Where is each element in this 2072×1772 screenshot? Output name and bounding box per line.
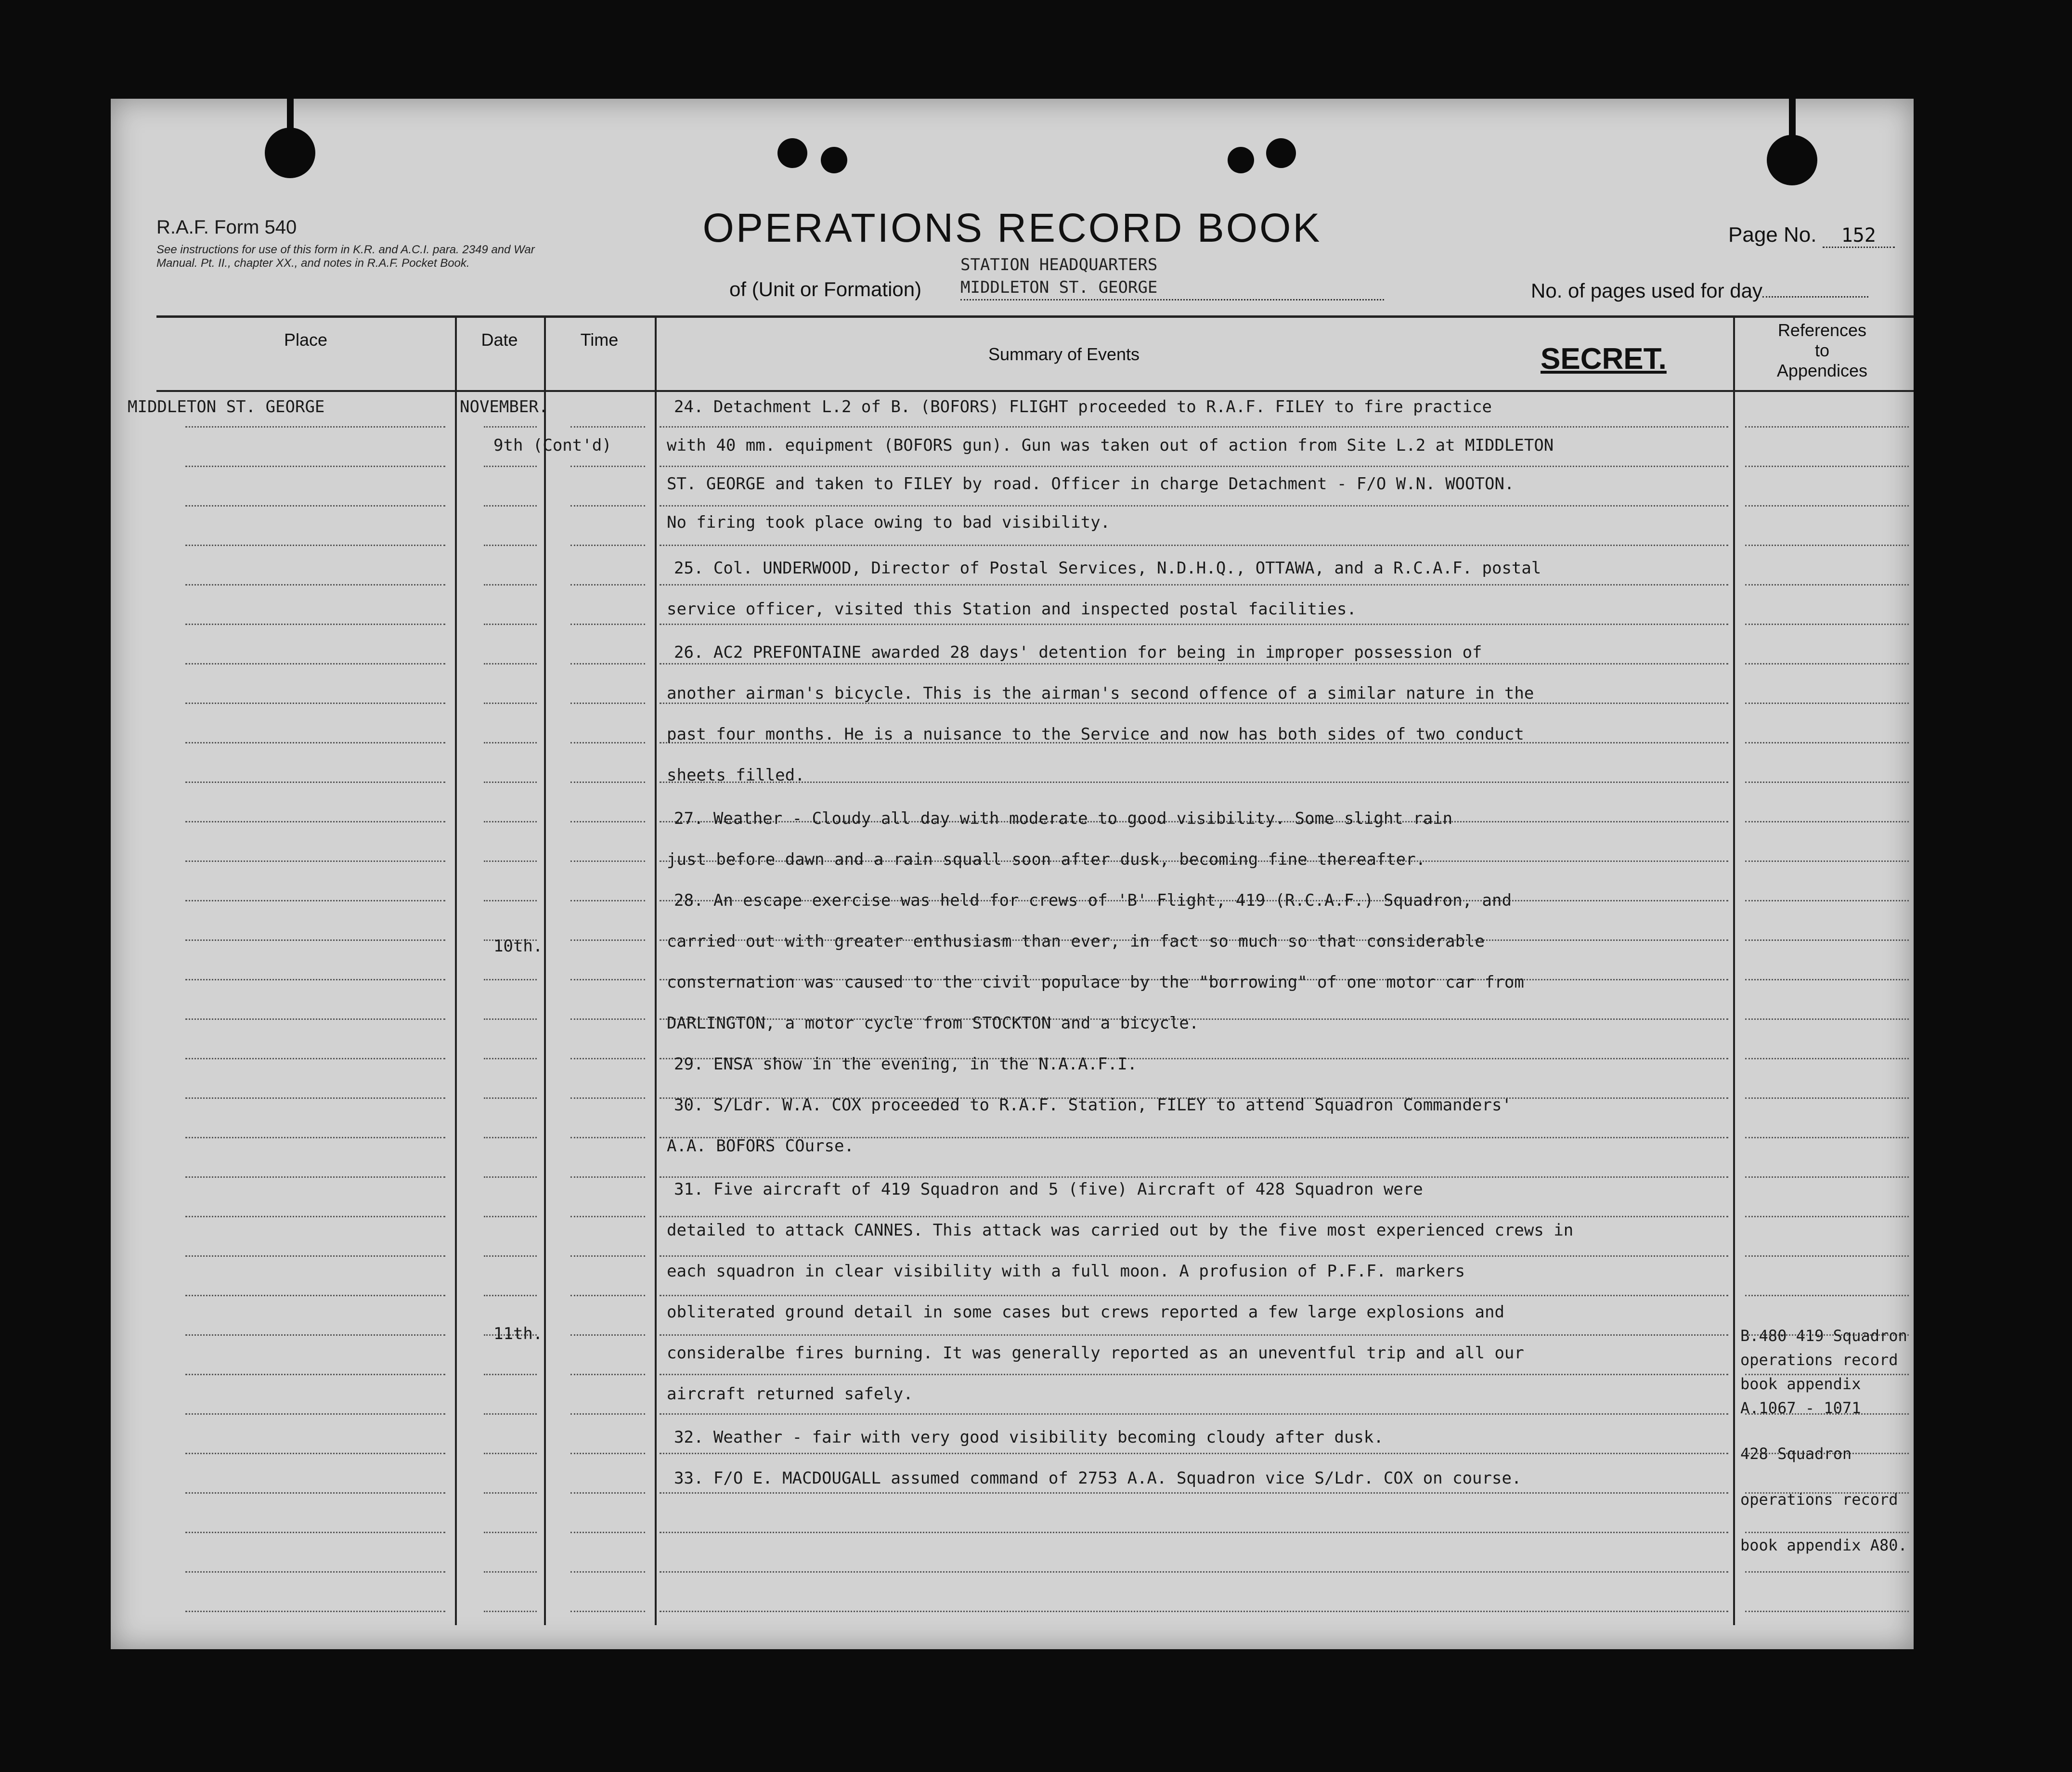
row-rule	[660, 1571, 1728, 1573]
row-rule	[1745, 1058, 1909, 1059]
row-rule	[185, 1334, 445, 1336]
row-rule	[484, 1611, 537, 1612]
row-rule	[484, 782, 537, 783]
row-rule	[660, 1453, 1728, 1454]
row-rule	[1745, 1611, 1909, 1612]
summary-line: 25. Col. UNDERWOOD, Director of Postal Services, N.D.H.Q., OTTAWA, and a R.C.A.F. postal	[674, 559, 1541, 578]
row-rule	[570, 1255, 645, 1257]
row-rule	[185, 1097, 445, 1099]
place-value: MIDDLETON ST. GEORGE	[128, 397, 325, 417]
pages-used	[1531, 279, 1868, 302]
row-rule	[484, 821, 537, 822]
row-rule	[570, 1374, 645, 1375]
row-rule	[1745, 663, 1909, 664]
references-header-line: to	[1814, 340, 1830, 360]
row-rule	[1745, 1295, 1909, 1296]
row-rule	[570, 584, 645, 586]
row-rule	[484, 1137, 537, 1138]
date-10: 10th.	[493, 937, 543, 956]
row-rule	[660, 545, 1728, 546]
row-rule	[185, 742, 445, 743]
reference-line: B.480 419 Squadron	[1740, 1327, 1907, 1345]
row-rule	[570, 1295, 645, 1296]
row-rule	[570, 1453, 645, 1454]
reference-line: operations record	[1740, 1351, 1898, 1369]
row-rule	[1745, 1532, 1909, 1533]
page-number-value: 152	[1823, 224, 1895, 248]
summary-line: DARLINGTON, a motor cycle from STOCKTON and a bicycle.	[667, 1014, 1199, 1033]
binder-tab-right	[1789, 99, 1796, 137]
punch-hole	[1266, 138, 1296, 168]
row-rule	[570, 979, 645, 980]
summary-line: with 40 mm. equipment (BOFORS gun). Gun was taken out of action from Site L.2 at MIDDLETON	[667, 436, 1554, 455]
row-rule	[484, 1176, 537, 1178]
summary-line: 32. Weather - fair with very good visibility becoming cloudy after dusk.	[674, 1428, 1384, 1447]
row-rule	[1745, 584, 1909, 586]
form-number: R.A.F. Form 540	[156, 217, 297, 238]
summary-line: consternation was caused to the civil populace by the "borrowing" of one motor car from	[667, 973, 1524, 992]
row-rule	[484, 1255, 537, 1257]
pages-used-field	[1762, 296, 1868, 298]
row-rule	[570, 545, 645, 546]
row-rule	[660, 1532, 1728, 1533]
punch-hole	[777, 138, 807, 168]
page-number	[1728, 223, 1895, 248]
row-rule	[484, 505, 537, 507]
column-divider	[1733, 315, 1735, 1625]
row-rule	[570, 1176, 645, 1178]
row-rule	[185, 1137, 445, 1138]
summary-line: past four months. He is a nuisance to the Service and now has both sides of two conduct	[667, 725, 1524, 744]
row-rule	[185, 663, 445, 664]
row-rule	[484, 1413, 537, 1415]
row-rule	[570, 1018, 645, 1020]
row-rule	[570, 505, 645, 507]
row-rule	[484, 1058, 537, 1059]
row-rule	[484, 1295, 537, 1296]
row-rule	[484, 1097, 537, 1099]
row-rule	[660, 505, 1728, 507]
row-rule	[185, 1453, 445, 1454]
row-rule	[1745, 1097, 1909, 1099]
row-rule	[185, 545, 445, 546]
row-rule	[1745, 505, 1909, 507]
row-rule	[660, 1255, 1728, 1257]
row-rule	[185, 1176, 445, 1178]
row-rule	[570, 624, 645, 625]
row-rule	[1745, 545, 1909, 546]
row-rule	[570, 1413, 645, 1415]
row-rule	[660, 624, 1728, 625]
row-rule	[1745, 860, 1909, 862]
row-rule	[484, 1018, 537, 1020]
binder-tab-left	[287, 99, 294, 137]
row-rule	[185, 1058, 445, 1059]
summary-line: service officer, visited this Station and inspected postal facilities.	[667, 599, 1357, 619]
row-rule	[570, 939, 645, 941]
row-rule	[570, 742, 645, 743]
row-rule	[484, 1453, 537, 1454]
summary-line: carried out with greater enthusiasm than ever, in fact so much so that considerable	[667, 932, 1485, 951]
row-rule	[570, 782, 645, 783]
summary-line: detailed to attack CANNES. This attack was carried out by the five most experienced crews in	[667, 1221, 1574, 1240]
row-rule	[185, 1413, 445, 1415]
summary-line: No firing took place owing to bad visibility.	[667, 513, 1111, 532]
row-rule	[484, 860, 537, 862]
summary-line: 28. An escape exercise was held for crews of 'B' Flight, 419 (R.C.A.F.) Squadron, and	[674, 891, 1512, 910]
unit-label: of (Unit or Formation)	[729, 278, 922, 300]
row-rule	[1745, 1216, 1909, 1217]
unit-value: MIDDLETON ST. GEORGE	[960, 278, 1384, 300]
reference-line: book appendix A80.	[1740, 1536, 1907, 1554]
date-11: 11th.	[493, 1324, 543, 1343]
punch-hole	[821, 147, 847, 173]
row-rule	[1745, 821, 1909, 822]
column-divider	[544, 315, 546, 1625]
summary-line: 29. ENSA show in the evening, in the N.A.A.F.I.	[674, 1055, 1138, 1074]
row-rule	[484, 1571, 537, 1573]
row-rule	[185, 1571, 445, 1573]
row-rule	[185, 782, 445, 783]
summary-line: 33. F/O E. MACDOUGALL assumed command of 2753 A.A. Squadron vice S/Ldr. COX on course.	[674, 1469, 1522, 1488]
punch-hole	[1228, 147, 1254, 173]
row-rule	[660, 782, 1728, 783]
row-rule	[484, 1374, 537, 1375]
row-rule	[1745, 939, 1909, 941]
form-sheet	[111, 99, 1914, 1649]
row-rule	[484, 1216, 537, 1217]
row-rule	[1745, 900, 1909, 901]
row-rule	[484, 703, 537, 704]
record-table	[128, 315, 1914, 1625]
references-header-line: References	[1777, 320, 1867, 340]
row-rule	[185, 505, 445, 507]
row-rule	[1745, 979, 1909, 980]
row-rule	[185, 584, 445, 586]
row-rule	[1745, 1176, 1909, 1178]
row-rule	[185, 860, 445, 862]
form-instructions: See instructions for use of this form in K.R. and A.C.I. para. 2349 and War Manual. Pt. II., chapter XX., and notes in R.A.F. Pocket Book.	[156, 243, 535, 270]
row-rule	[570, 426, 645, 428]
row-rule	[185, 1492, 445, 1494]
row-rule	[185, 979, 445, 980]
row-rule	[484, 742, 537, 743]
summary-line: 27. Weather - Cloudy all day with moderate to good visibility. Some slight rain	[674, 809, 1453, 828]
row-rule	[660, 1176, 1728, 1178]
row-rule	[484, 545, 537, 546]
row-rule	[570, 900, 645, 901]
row-rule	[484, 624, 537, 625]
row-rule	[185, 1374, 445, 1375]
row-rule	[660, 1334, 1728, 1336]
row-rule	[185, 1611, 445, 1612]
row-rule	[1745, 466, 1909, 467]
summary-line: A.A. BOFORS COurse.	[667, 1136, 854, 1156]
column-header-time: Time	[580, 330, 619, 350]
page-number-label: Page No.	[1728, 223, 1817, 247]
row-rule	[660, 1492, 1728, 1494]
row-rule	[185, 1018, 445, 1020]
row-rule	[570, 1492, 645, 1494]
station-label: STATION HEADQUARTERS	[960, 255, 1158, 274]
reference-line: book appendix	[1740, 1375, 1861, 1393]
column-divider	[655, 315, 657, 1625]
reference-line: A.1067 - 1071	[1740, 1399, 1861, 1417]
row-rule	[484, 426, 537, 428]
row-rule	[185, 1216, 445, 1217]
row-rule	[660, 1374, 1728, 1375]
row-rule	[484, 466, 537, 467]
row-rule	[484, 1532, 537, 1533]
column-divider	[455, 315, 457, 1625]
summary-line: ST. GEORGE and taken to FILEY by road. Officer in charge Detachment - F/O W.N. WOOTON.	[667, 474, 1515, 494]
page-title: OPERATIONS RECORD BOOK	[702, 205, 1322, 250]
row-rule	[1745, 624, 1909, 625]
row-rule	[660, 663, 1728, 664]
row-rule	[1745, 1255, 1909, 1257]
row-rule	[570, 1216, 645, 1217]
references-header-line: Appendices	[1776, 361, 1868, 380]
row-rule	[570, 1571, 645, 1573]
summary-line: 30. S/Ldr. W.A. COX proceeded to R.A.F. Station, FILEY to attend Squadron Commanders'	[674, 1095, 1512, 1115]
row-rule	[570, 1097, 645, 1099]
date-9: 9th (Cont'd)	[493, 436, 612, 455]
table-top-rule	[156, 315, 1914, 318]
summary-line: just before dawn and a rain squall soon after dusk, becoming fine thereafter.	[667, 850, 1426, 869]
reference-line: operations record	[1740, 1490, 1898, 1509]
summary-line: sheets filled.	[667, 766, 805, 785]
row-rule	[185, 900, 445, 901]
summary-line: 24. Detachment L.2 of B. (BOFORS) FLIGHT proceeded to R.A.F. FILEY to fire practice	[674, 397, 1492, 417]
row-rule	[1745, 1137, 1909, 1138]
row-rule	[660, 1295, 1728, 1296]
row-rule	[660, 1611, 1728, 1612]
row-rule	[570, 663, 645, 664]
row-rule	[660, 584, 1728, 586]
row-rule	[185, 466, 445, 467]
row-rule	[185, 703, 445, 704]
month-value: NOVEMBER.	[460, 397, 549, 417]
row-rule	[1745, 1571, 1909, 1573]
row-rule	[484, 979, 537, 980]
row-rule	[185, 426, 445, 428]
row-rule	[185, 624, 445, 625]
summary-line: 31. Five aircraft of 419 Squadron and 5 (five) Aircraft of 428 Squadron were	[674, 1180, 1423, 1199]
row-rule	[570, 821, 645, 822]
row-rule	[570, 1611, 645, 1612]
row-rule	[660, 466, 1728, 467]
summary-line: consideralbe fires burning. It was generally reported as an uneventful trip and all our	[667, 1343, 1524, 1363]
row-rule	[185, 939, 445, 941]
summary-line: another airman's bicycle. This is the airman's second offence of a similar nature in the	[667, 684, 1534, 703]
row-rule	[1745, 703, 1909, 704]
table-header-rule	[156, 390, 1914, 392]
row-rule	[185, 1255, 445, 1257]
row-rule	[570, 1137, 645, 1138]
summary-line: obliterated ground detail in some cases but crews reported a few large explosions and	[667, 1303, 1504, 1322]
row-rule	[1745, 782, 1909, 783]
row-rule	[570, 703, 645, 704]
row-rule	[1745, 1018, 1909, 1020]
row-rule	[570, 1334, 645, 1336]
row-rule	[484, 663, 537, 664]
row-rule	[185, 821, 445, 822]
summary-line: 26. AC2 PREFONTAINE awarded 28 days' detention for being in improper possession of	[674, 643, 1482, 662]
row-rule	[570, 1058, 645, 1059]
summary-line: aircraft returned safely.	[667, 1384, 913, 1404]
summary-line: each squadron in clear visibility with a full moon. A profusion of P.F.F. markers	[667, 1262, 1465, 1281]
row-rule	[484, 1492, 537, 1494]
row-rule	[660, 1413, 1728, 1415]
punch-hole-right	[1767, 135, 1817, 185]
row-rule	[570, 860, 645, 862]
row-rule	[660, 1216, 1728, 1217]
reference-line: 428 Squadron	[1740, 1445, 1852, 1463]
column-header-place: Place	[284, 330, 328, 350]
row-rule	[185, 1532, 445, 1533]
column-header-references	[1733, 320, 1911, 381]
column-header-date: Date	[481, 330, 518, 350]
row-rule	[1745, 426, 1909, 428]
row-rule	[660, 426, 1728, 428]
row-rule	[484, 900, 537, 901]
pages-used-label: No. of pages used for day	[1531, 279, 1762, 302]
row-rule	[570, 1532, 645, 1533]
secret-stamp: SECRET.	[1541, 342, 1667, 376]
row-rule	[185, 1295, 445, 1296]
column-header-summary: Summary of Events	[988, 344, 1140, 364]
row-rule	[484, 584, 537, 586]
row-rule	[1745, 742, 1909, 743]
row-rule	[570, 466, 645, 467]
